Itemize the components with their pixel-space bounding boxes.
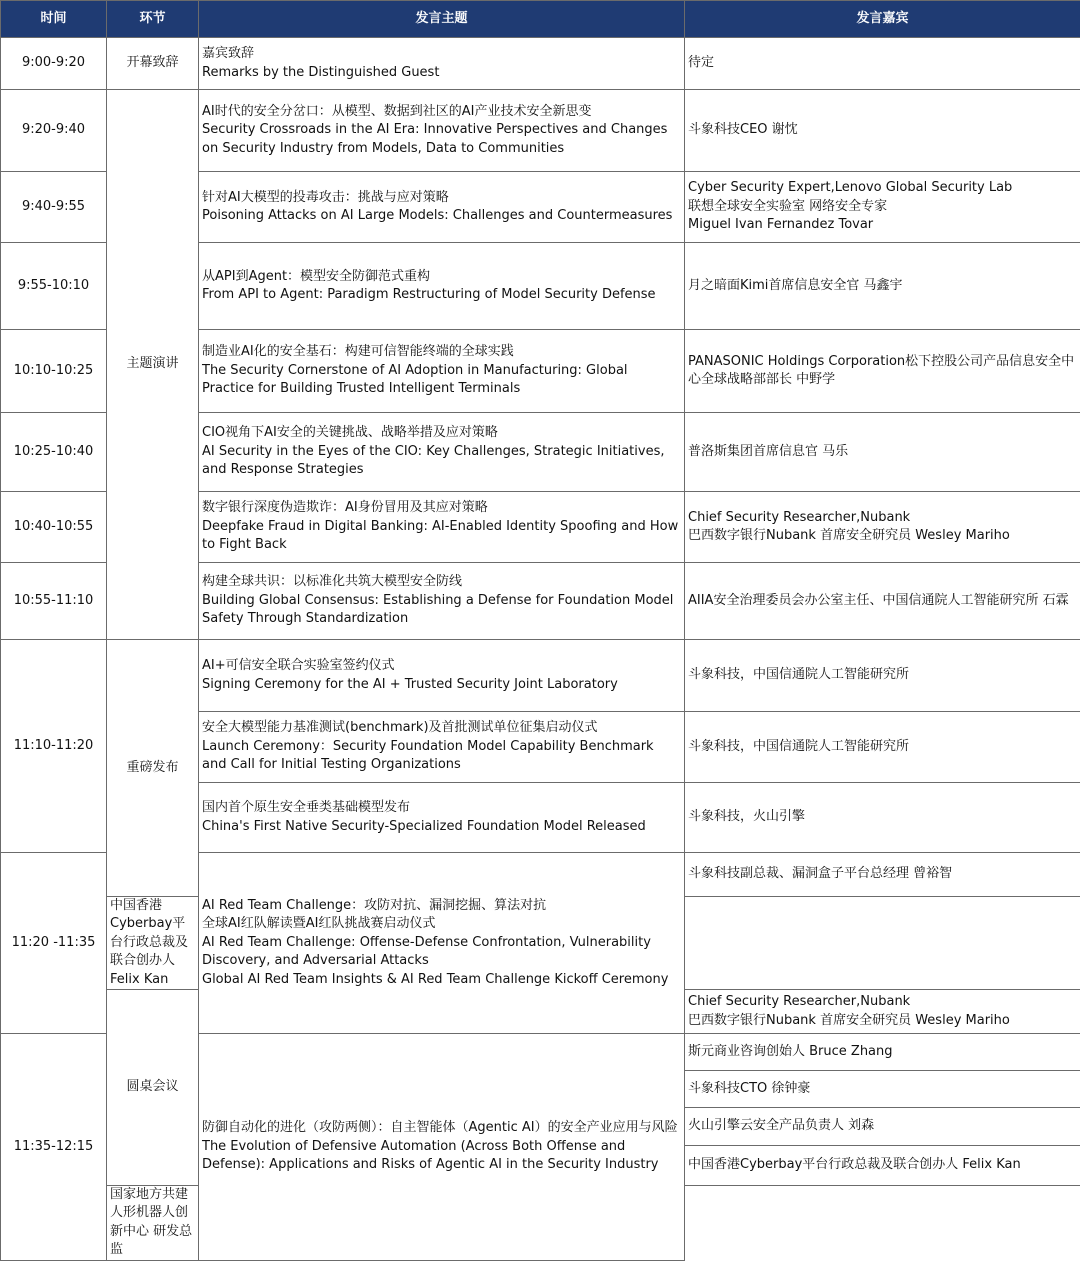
topic-cell (199, 712, 685, 783)
speaker-line: 巴西数字银行Nubank 首席安全研究员 Wesley Mariho (688, 1012, 1077, 1030)
topic-zh: 针对AI大模型的投毒攻击：挑战与应对策略 (202, 189, 681, 207)
header-time: 时间 (1, 1, 107, 38)
session-release: 重磅发布 (107, 640, 199, 897)
topic-en: Launch Ceremony：Security Foundation Model Capability Benchmark and Call for Initial Testing Organizations (202, 738, 681, 775)
time-cell: 10:40-10:55 (1, 492, 107, 563)
topic-en: China's First Native Security-Specialized Foundation Model Released (202, 818, 681, 836)
time-cell: 11:20 -11:35 (1, 853, 107, 1034)
topic-cell (199, 783, 685, 853)
topic-en: Signing Ceremony for the AI + Trusted Security Joint Laboratory (202, 676, 681, 694)
header-topic: 发言主题 (199, 1, 685, 38)
header-row (1, 1, 1080, 38)
speaker-line: Chief Security Researcher,Nubank (688, 993, 1077, 1011)
time-cell: 9:20-9:40 (1, 90, 107, 172)
speaker-cell (685, 563, 1080, 640)
speaker-line: 斗象科技CTO 徐钟豪 (688, 1080, 1077, 1098)
speaker-line: 斗象科技，中国信通院人工智能研究所 (688, 666, 1077, 684)
topic-cell (199, 90, 685, 172)
topic-en: From API to Agent: Paradigm Restructuring of Model Security Defense (202, 286, 681, 304)
speaker-line: Cyber Security Expert,Lenovo Global Security Lab (688, 179, 1077, 197)
speaker-line: 月之暗面Kimi首席信息安全官 马鑫宇 (688, 277, 1077, 295)
time-cell: 9:40-9:55 (1, 172, 107, 243)
topic-zh: 防御自动化的进化（攻防两侧）：自主智能体（Agentic AI）的安全产业应用与风险 (202, 1119, 681, 1137)
topic-cell (199, 1034, 685, 1261)
speaker-cell (685, 1146, 1080, 1186)
time-cell: 10:10-10:25 (1, 330, 107, 413)
topic-cell (199, 640, 685, 712)
speaker-cell (107, 897, 199, 990)
topic-cell (199, 243, 685, 330)
speaker-cell (685, 640, 1080, 712)
time-cell: 10:55-11:10 (1, 563, 107, 640)
topic-zh: AI时代的安全分岔口：从模型、数据到社区的AI产业技术安全新思变 (202, 103, 681, 121)
topic-zh: 安全大模型能力基准测试(benchmark)及首批测试单位征集启动仪式 (202, 719, 681, 737)
topic-cell (199, 172, 685, 243)
speaker-line: 联想全球安全实验室 网络安全专家 (688, 198, 1077, 216)
speaker-line: 斗象科技，中国信通院人工智能研究所 (688, 738, 1077, 756)
session-keynote: 主题演讲 (107, 90, 199, 640)
speaker-cell (685, 783, 1080, 853)
time-cell: 10:25-10:40 (1, 413, 107, 492)
time-cell: 11:10-11:20 (1, 640, 107, 853)
time-cell: 11:35-12:15 (1, 1034, 107, 1261)
speaker-cell (685, 1071, 1080, 1108)
topic-zh: 制造业AI化的安全基石：构建可信智能终端的全球实践 (202, 343, 681, 361)
topic-en: AI Security in the Eyes of the CIO: Key Challenges, Strategic Initiatives, and Response Strategies (202, 443, 681, 480)
topic-cell (199, 563, 685, 640)
speaker-cell (685, 330, 1080, 413)
topic-en: Remarks by the Distinguished Guest (202, 64, 681, 82)
speaker-line: PANASONIC Holdings Corporation松下控股公司产品信息安全中心全球战略部部长 中野学 (688, 353, 1077, 390)
speaker-cell (685, 1108, 1080, 1146)
speaker-cell (685, 1034, 1080, 1071)
table-row (1, 640, 1080, 712)
session-roundtable: 圆桌会议 (107, 990, 199, 1186)
speaker-line: 斯元商业咨询创始人 Bruce Zhang (688, 1043, 1077, 1061)
speaker-cell (685, 243, 1080, 330)
speaker-line: Miguel Ivan Fernandez Tovar (688, 216, 1077, 234)
table-row (1, 38, 1080, 90)
speaker-line: 斗象科技CEO 谢忱 (688, 121, 1077, 139)
topic-en: Security Crossroads in the AI Era: Innovative Perspectives and Changes on Security Industry from Models, Data to Communities (202, 121, 681, 158)
header-session: 环节 (107, 1, 199, 38)
speaker-line: Chief Security Researcher,Nubank (688, 509, 1077, 527)
speaker-line: 中国香港Cyberbay平台行政总裁及联合创办人 Felix Kan (688, 1156, 1077, 1174)
speaker-line: 待定 (688, 54, 1077, 72)
topic-zh: 国内首个原生安全垂类基础模型发布 (202, 799, 681, 817)
speaker-cell (685, 712, 1080, 783)
topic-en: Deepfake Fraud in Digital Banking: AI-Enabled Identity Spoofing and How to Fight Back (202, 518, 681, 555)
topic-cell (199, 853, 685, 1034)
speaker-line: 巴西数字银行Nubank 首席安全研究员 Wesley Mariho (688, 527, 1077, 545)
speaker-cell (685, 492, 1080, 563)
speaker-cell (685, 853, 1080, 897)
table-row (1, 90, 1080, 172)
topic-en: Building Global Consensus: Establishing a Defense for Foundation Model Safety Through Standardization (202, 592, 681, 629)
topic-en: Global AI Red Team Insights & AI Red Team Challenge Kickoff Ceremony (202, 971, 681, 989)
speaker-line: 火山引擎云安全产品负责人 刘森 (688, 1117, 1077, 1135)
speaker-line: 斗象科技，火山引擎 (688, 808, 1077, 826)
speaker-line: 中国香港Cyberbay平台行政总裁及联合创办人 Felix Kan (110, 897, 195, 989)
topic-zh: 数字银行深度伪造欺诈：AI身份冒用及其应对策略 (202, 499, 681, 517)
topic-zh: CIO视角下AI安全的关键挑战、战略举措及应对策略 (202, 424, 681, 442)
topic-en: AI Red Team Challenge: Offense-Defense Confrontation, Vulnerability Discovery, and Adversarial Attacks (202, 934, 681, 971)
topic-zh: AI+可信安全联合实验室签约仪式 (202, 657, 681, 675)
speaker-cell (107, 1186, 199, 1261)
topic-zh: 构建全球共识：以标准化共筑大模型安全防线 (202, 573, 681, 591)
topic-en: The Evolution of Defensive Automation (Across Both Offense and Defense): Applications and Risks of Agentic AI in the Security Industry (202, 1138, 681, 1175)
topic-zh: AI Red Team Challenge：攻防对抗、漏洞挖掘、算法对抗 (202, 897, 681, 915)
speaker-line: 普洛斯集团首席信息官 马乐 (688, 443, 1077, 461)
speaker-cell (685, 413, 1080, 492)
header-speaker: 发言嘉宾 (685, 1, 1080, 38)
speaker-line: 斗象科技副总裁、漏洞盒子平台总经理 曾裕智 (688, 865, 1077, 883)
speaker-line: AIIA安全治理委员会办公室主任、中国信通院人工智能研究所 石霖 (688, 592, 1077, 610)
topic-zh: 嘉宾致辞 (202, 45, 681, 63)
topic-cell (199, 330, 685, 413)
speaker-cell (685, 38, 1080, 90)
speaker-cell (685, 990, 1080, 1034)
speaker-cell (685, 172, 1080, 243)
topic-cell (199, 38, 685, 90)
topic-cell (199, 413, 685, 492)
topic-en: The Security Cornerstone of AI Adoption in Manufacturing: Global Practice for Building Trusted Intelligent Terminals (202, 362, 681, 399)
session-opening: 开幕致辞 (107, 38, 199, 90)
speaker-line: 国家地方共建人形机器人创新中心 研发总监 (110, 1186, 195, 1260)
topic-cell (199, 492, 685, 563)
topic-zh: 从API到Agent：模型安全防御范式重构 (202, 268, 681, 286)
time-cell: 9:55-10:10 (1, 243, 107, 330)
time-cell: 9:00-9:20 (1, 38, 107, 90)
topic-zh: 全球AI红队解读暨AI红队挑战赛启动仪式 (202, 915, 681, 933)
topic-en: Poisoning Attacks on AI Large Models: Challenges and Countermeasures (202, 207, 681, 225)
speaker-cell (685, 90, 1080, 172)
